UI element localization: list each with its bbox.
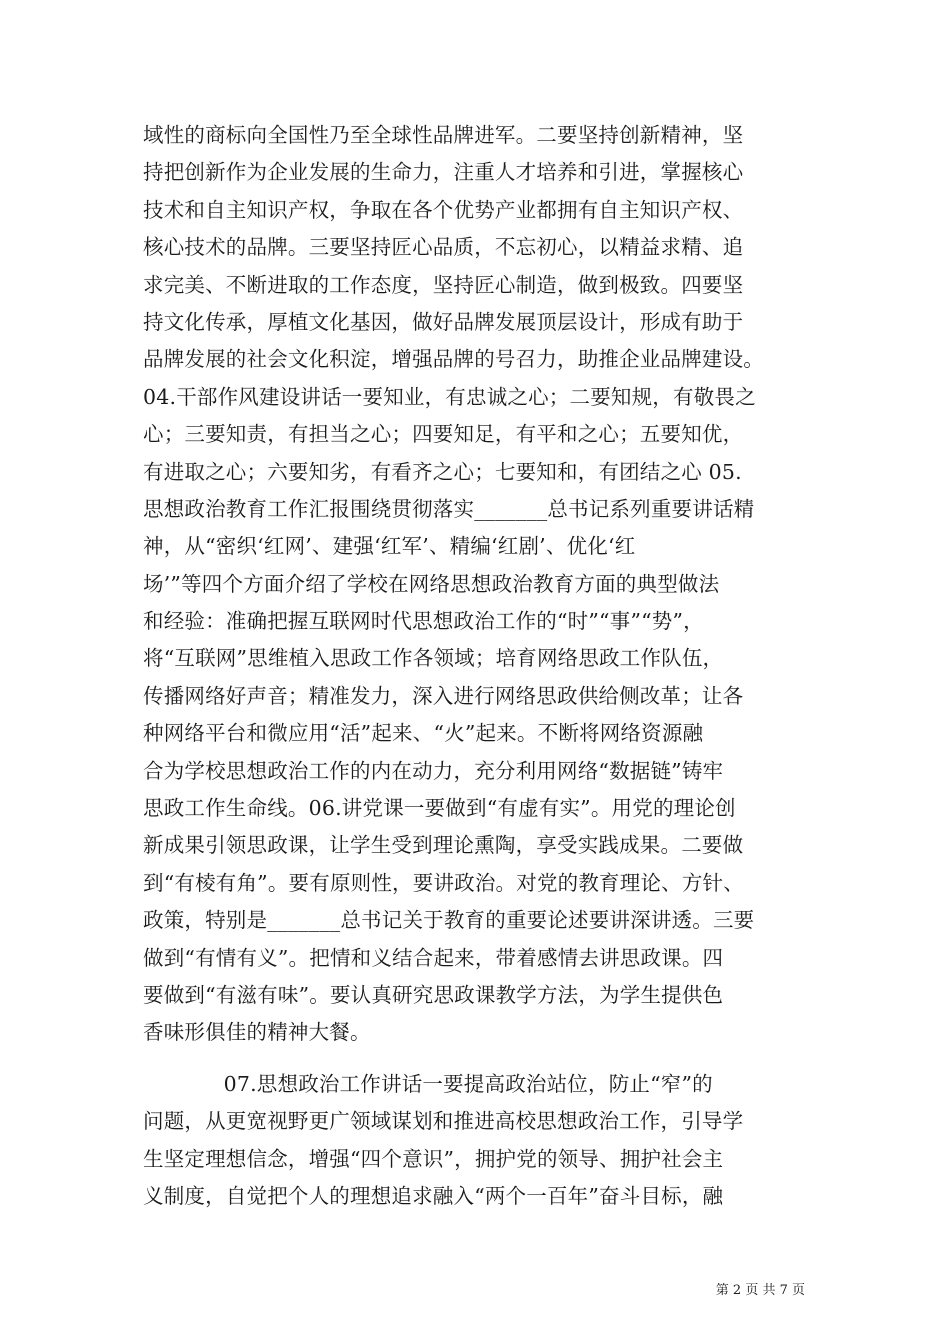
text-line: 域性的商标向全国性乃至全球性品牌进军。二要坚持创新精神，坚 [143,123,744,147]
page-footer: 第 2 页 共 7 页 [715,1283,805,1298]
text-line: 有进取之心；六要知劣，有看齐之心；七要知和，有团结之心 05. [143,459,742,484]
text-line: 核心技术的品牌。三要坚持匠心品质，不忘初心，以精益求精、追 [143,235,744,260]
text-line: 04.干部作风建设讲话一要知业，有忠诚之心；二要知规，有敬畏之 [143,384,756,409]
text-line: 做到“有情有义”。把情和义结合起来，带着感情去讲思政课。四 [143,945,724,970]
text-line: 到“有棱有角”。要有原则性，要讲政治。对党的教育理论、方针、 [143,870,744,895]
text-line: 合为学校思想政治工作的内在动力，充分利用网络“数据链”铸牢 [143,758,724,783]
text-line: 场’”等四个方面介绍了学校在网络思想政治教育方面的典型做法 [143,571,720,596]
text-line: 品牌发展的社会文化积淀，增强品牌的号召力，助推企业品牌建设。 [143,347,764,372]
text-line: 心；三要知责，有担当之心；四要知足，有平和之心；五要知优， [143,422,744,447]
text-line: 将“互联网”思维植入思政工作各领域；培育网络思政工作队伍， [143,646,724,671]
paragraph-2 [143,1066,818,1216]
text-line: 07.思想政治工作讲话一要提高政治站位，防止“窄”的 [143,1071,713,1096]
text-line: 神，从“密织‘红网’、建强‘红军’、精编‘红剧’、优化‘红 [143,534,636,559]
document-body [143,117,818,1215]
text-line: 生坚定理想信念，增强“四个意识”，拥护党的领导、拥护社会主 [143,1146,724,1171]
text-line: 思想政治教育工作汇报围绕贯彻落实_______总书记系列重要讲话精 [143,496,755,521]
text-line: 问题，从更宽视野更广领域谋划和推进高校思想政治工作，引导学 [143,1109,744,1134]
text-line: 技术和自主知识产权，争取在各个优势产业都拥有自主知识产权、 [143,197,744,222]
text-line: 义制度，自觉把个人的理想追求融入“两个一百年”奋斗目标，融 [143,1183,724,1208]
text-line: 持文化传承，厚植文化基因，做好品牌发展顶层设计，形成有助于 [143,309,744,334]
text-line: 香味形俱佳的精神大餐。 [143,1020,371,1045]
text-line: 求完美、不断进取的工作态度，坚持匠心制造，做到极致。四要坚 [143,272,744,297]
text-line: 持把创新作为企业发展的生命力，注重人才培养和引进，掌握核心 [143,160,744,185]
text-line: 新成果引领思政课，让学生受到理论熏陶，享受实践成果。二要做 [143,833,744,858]
text-line: 政策，特别是_______总书记关于教育的重要论述要讲深讲透。三要 [143,908,755,933]
text-line: 和经验：准确把握互联网时代思想政治工作的“时”“事”“势”， [143,609,704,634]
paragraph-1 [143,117,818,1052]
text-line: 思政工作生命线。06.讲党课一要做到“有虚有实”。用党的理论创 [143,796,736,821]
text-line: 要做到“有滋有味”。要认真研究思政课教学方法，为学生提供色 [143,982,724,1007]
text-line: 传播网络好声音；精准发力，深入进行网络思政供给侧改革；让各 [143,683,744,708]
text-line: 种网络平台和微应用“活”起来、“火”起来。不断将网络资源融 [143,721,704,746]
paragraph-spacer [143,1052,818,1066]
